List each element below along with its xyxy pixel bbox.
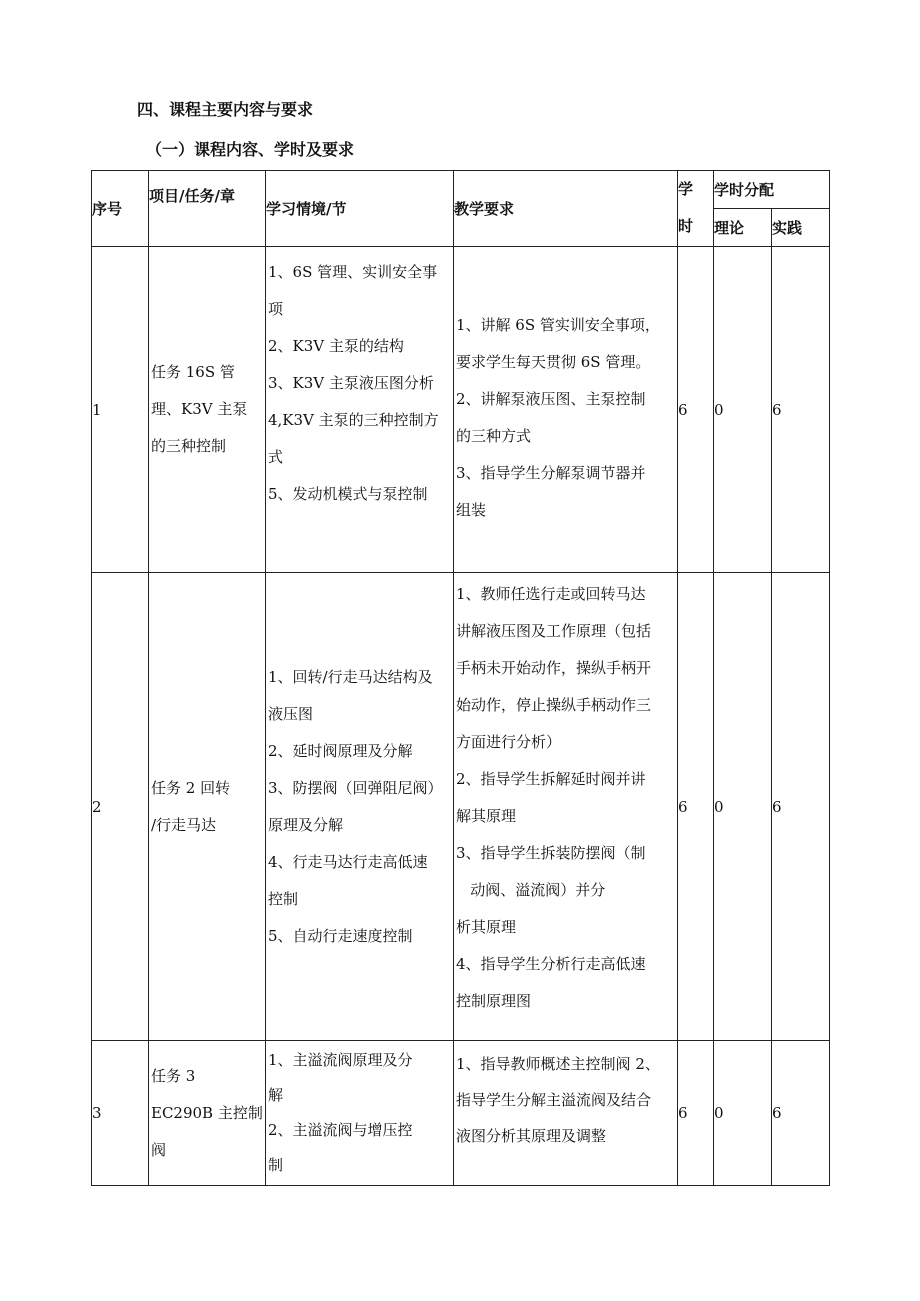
row-requirement: [454, 247, 678, 573]
header-allocation: 学时分配: [714, 171, 830, 209]
situation-line: 1、6S 管理、实训安全事: [268, 263, 438, 281]
header-theory: 理论: [714, 209, 772, 247]
row-project: [149, 1041, 266, 1186]
situation-line: 2、K3V 主泵的结构: [268, 337, 404, 355]
situation-line: 式: [268, 448, 284, 466]
row-situation: [266, 1041, 454, 1186]
project-line: 任务 3: [151, 1066, 196, 1085]
situation-line: 4、行走马达行走高低速: [268, 852, 428, 871]
requirement-line: 组装: [456, 501, 487, 519]
header-hours-bottom: 时: [678, 217, 694, 235]
row-practice: 6: [772, 247, 830, 573]
row-hours: 6: [678, 573, 714, 1041]
situation-line: 解: [268, 1086, 284, 1104]
header-hours: [678, 171, 714, 247]
header-index: 序号: [92, 171, 149, 247]
situation-line: 1、回转/行走马达结构及: [268, 667, 433, 686]
situation-line: 液压图: [268, 704, 314, 723]
header-requirement: 教学要求: [454, 171, 678, 247]
row-project: [149, 247, 266, 573]
requirement-line: 解其原理: [456, 807, 517, 825]
requirement-line: 指导学生分解主溢流阀及结合: [456, 1091, 652, 1109]
row-situation: [266, 247, 454, 573]
header-hours-top: 学: [678, 180, 694, 198]
row-situation: [266, 573, 454, 1041]
situation-line: 1、主溢流阀原理及分: [268, 1051, 413, 1069]
row-theory: 0: [714, 573, 772, 1041]
section-title: 四、课程主要内容与要求: [137, 100, 314, 119]
requirement-line: 讲解液压图及工作原理（包括: [456, 622, 652, 640]
table-row: [92, 1041, 830, 1186]
requirement-line: 1、讲解 6S 管实训安全事项，: [456, 316, 660, 334]
situation-line: 控制: [268, 889, 299, 908]
table-row: [92, 573, 830, 1041]
requirement-line: 2、讲解泵液压图、主泵控制: [456, 390, 646, 408]
situation-line: 3、防摆阀（回弹阻尼阀）: [268, 778, 443, 797]
row-requirement: [454, 573, 678, 1041]
situation-line: 项: [268, 300, 284, 318]
situation-line: 5、自动行走速度控制: [268, 926, 413, 945]
requirement-line: 3、指导学生拆装防摆阀（制: [456, 844, 646, 862]
project-line: 任务 16S 管: [151, 363, 235, 381]
requirement-line: 1、指导教师概述主控制阀 2、: [456, 1055, 660, 1073]
project-line: 的三种控制: [151, 437, 227, 455]
project-line: EC290B 主控制: [151, 1103, 263, 1122]
requirement-line: 3、指导学生分解泵调节器并: [456, 464, 646, 482]
requirement-line: 控制原理图: [456, 992, 532, 1010]
header-situation: 学习情境/节: [266, 171, 454, 247]
situation-line: 3、K3V 主泵液压图分析: [268, 374, 434, 392]
course-content-table: [91, 170, 830, 1186]
requirement-line: 析其原理: [456, 918, 517, 936]
header-practice: 实践: [772, 209, 830, 247]
situation-line: 2、主溢流阀与增压控: [268, 1121, 413, 1139]
row-project: [149, 573, 266, 1041]
table-row: [92, 247, 830, 573]
project-line: /行走马达: [151, 815, 217, 834]
situation-line: 原理及分解: [268, 815, 344, 834]
requirement-line: 要求学生每天贯彻 6S 管理。: [456, 353, 651, 371]
situation-line: 4,K3V 主泵的三种控制方: [268, 411, 439, 429]
requirement-line: 液图分析其原理及调整: [456, 1127, 607, 1145]
row-hours: 6: [678, 247, 714, 573]
requirement-line: 始动作，停止操纵手柄动作三: [456, 696, 652, 714]
requirement-line: 的三种方式: [456, 427, 532, 445]
requirement-line: 4、指导学生分析行走高低速: [456, 955, 646, 973]
project-line: 理、K3V 主泵: [151, 400, 248, 418]
situation-line: 2、延时阀原理及分解: [268, 741, 413, 760]
row-hours: 6: [678, 1041, 714, 1186]
project-line: 阀: [151, 1140, 167, 1159]
requirement-line: 手柄未开始动作，操纵手柄开: [456, 659, 652, 677]
project-line: 任务 2 回转: [151, 778, 231, 797]
header-project: 项目/任务/章: [149, 171, 266, 247]
subsection-title: （一）课程内容、学时及要求: [146, 140, 355, 159]
requirement-line: 2、指导学生拆解延时阀并讲: [456, 770, 646, 788]
row-theory: 0: [714, 1041, 772, 1186]
row-practice: 6: [772, 1041, 830, 1186]
row-practice: 6: [772, 573, 830, 1041]
requirement-line: 动阀、溢流阀）并分: [456, 881, 606, 899]
situation-line: 制: [268, 1156, 284, 1174]
row-theory: 0: [714, 247, 772, 573]
row-requirement: [454, 1041, 678, 1186]
requirement-line: 方面进行分析）: [456, 733, 562, 751]
row-index: 1: [92, 247, 149, 573]
row-index: 3: [92, 1041, 149, 1186]
row-index: 2: [92, 573, 149, 1041]
requirement-line: 1、教师任选行走或回转马达: [456, 585, 646, 603]
situation-line: 5、发动机模式与泵控制: [268, 485, 428, 503]
